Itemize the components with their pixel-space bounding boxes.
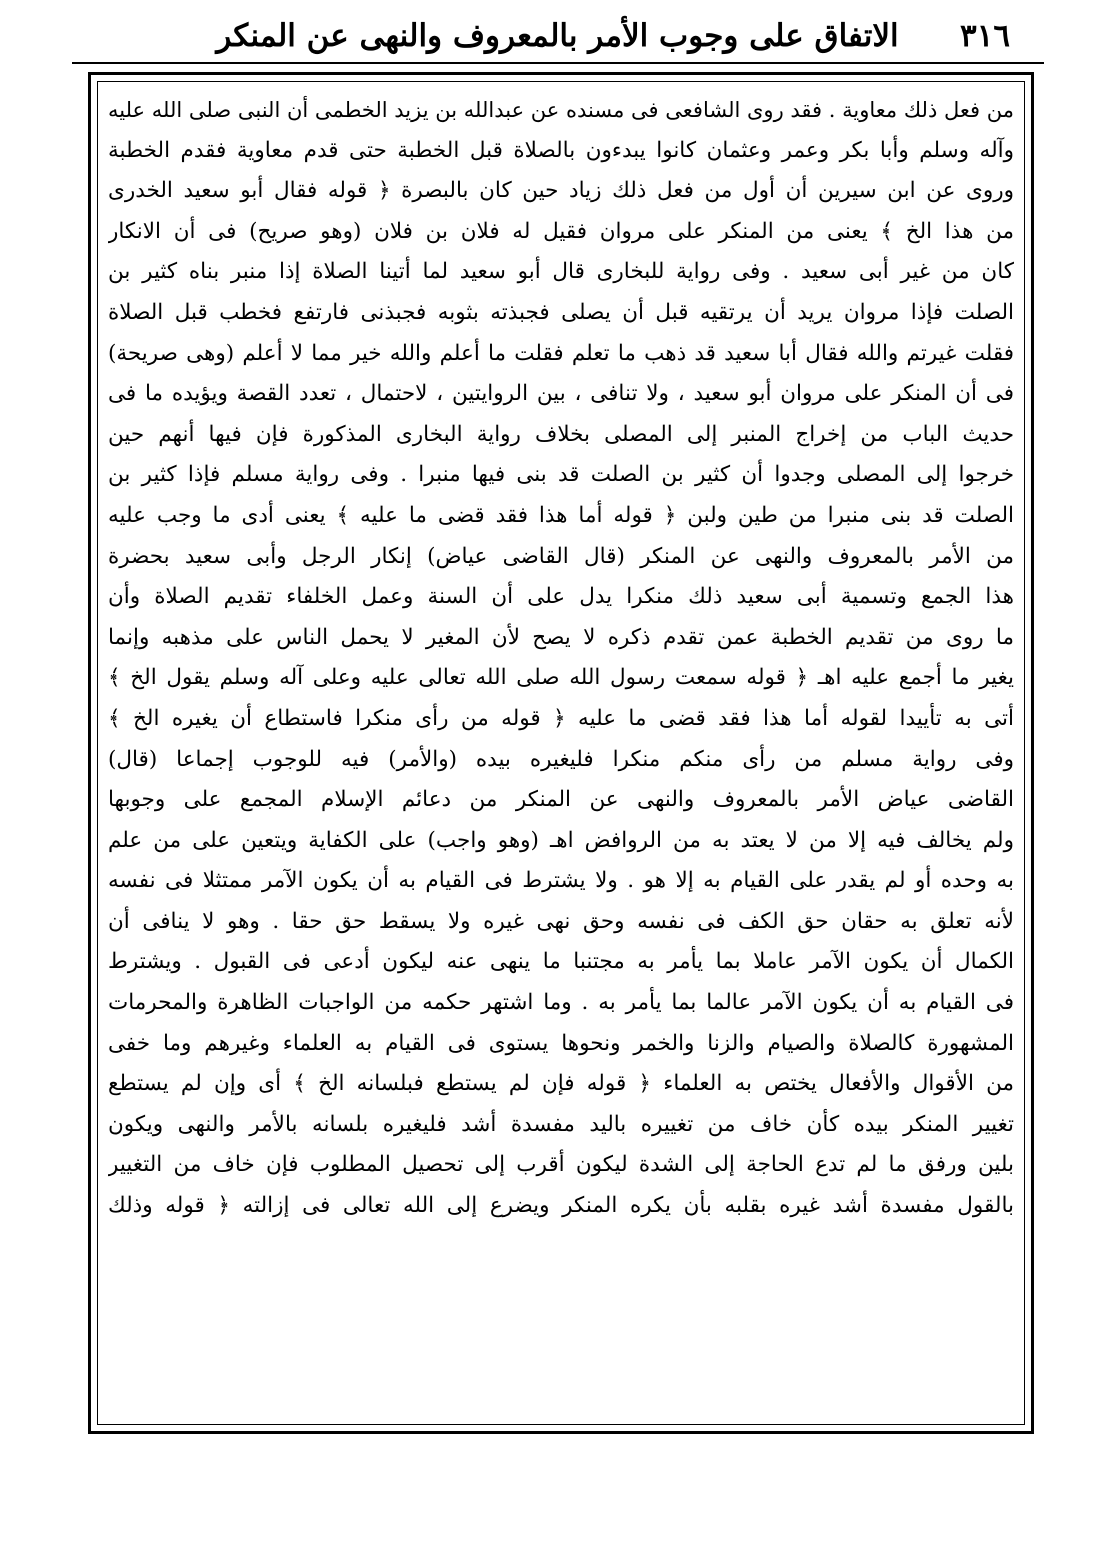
page-title: الاتفاق على وجوب الأمر بالمعروف والنهى عن المنكر xyxy=(216,18,899,54)
text-line: من الأقوال والأفعال يختص به العلماء ﴿ قوله فإن لم يستطع فبلسانه الخ ﴾ أى وإن لم يستطع xyxy=(108,1071,1014,1097)
text-line: تغيير المنكر بيده كأن خاف من تغييره باليد مفسدة أشد فليغيره بلسانه بالأمر والنهى ويكون xyxy=(108,1111,1014,1137)
text-line: وفى رواية مسلم من رأى منكم منكرا فليغيره بيده (والأمر) فيه للوجوب إجماعا (قال) xyxy=(108,746,1014,772)
text-line: بالقول مفسدة أشد غيره بقلبه بأن يكره المنكر ويضرع إلى الله تعالى فى إزالته ﴿ قوله وذلك xyxy=(108,1193,1014,1219)
text-line: أتى به تأييدا لقوله أما هذا فقد قضى ما عليه ﴿ قوله من رأى منكرا فاستطاع أن يغيره الخ ﴾ xyxy=(108,705,1014,731)
text-line: فى أن المنكر على مروان أبو سعيد ، ولا تنافى ، بين الروايتين ، لاحتمال ، تعدد القصة ويؤيده ما فى xyxy=(108,381,1014,407)
text-line: حديث الباب من إخراج المنبر إلى المصلى بخلاف رواية البخارى المذكورة فإن فيها أنهم حين xyxy=(108,421,1014,447)
text-line: من فعل ذلك معاوية . فقد روى الشافعى فى مسنده عن عبدالله بن يزيد الخطمى أن النبى صلى الله عليه xyxy=(108,98,1014,122)
body-text xyxy=(108,90,1014,1410)
text-line: به وحده أو لم يقدر على القيام به إلا هو . ولا يشترط فى القيام به أن يكون الآمر ممتثلا فى نفسه xyxy=(108,868,1014,894)
text-line: فقلت غيرتم والله فقال أبا سعيد قد ذهب ما تعلم فقلت ما أعلم والله خير مما لا أعلم (وهى صريحة) xyxy=(108,340,1014,366)
text-line: بلين ورفق ما لم تدع الحاجة إلى الشدة ليكون أقرب إلى تحصيل المطلوب فإن خاف من التغيير xyxy=(108,1152,1014,1178)
text-line: الصلت فإذا مروان يريد أن يرتقيه قبل أن يصلى فجبذته بثوبه فجبذنى فارتفع فخطب قبل الصلاة xyxy=(108,299,1014,325)
text-line: الكمال أن يكون الآمر عاملا بما يأمر به مجتنبا ما ينهى عنه ليكون أدعى فى القبول . ويشترط xyxy=(108,949,1014,975)
header-rule xyxy=(72,62,1044,64)
text-line: ما روى من تقديم الخطبة عمن تقدم ذكره لا يصح لأن المغير لا يحمل الناس على مذهبه وإنما xyxy=(108,624,1014,650)
page-header xyxy=(95,12,1020,64)
text-line: هذا الجمع وتسمية أبى سعيد ذلك منكرا يدل على أن السنة وعمل الخلفاء تقديم الصلاة وأن xyxy=(108,584,1014,610)
text-line: لأنه تعلق به حقان حق الكف فى نفسه وحق نهى غيره ولا يسقط حق حقا . وهو لا ينافى أن xyxy=(108,908,1014,934)
text-line: من هذا الخ ﴾ يعنى من المنكر على مروان فقيل له فلان بن فلان (وهو صريح) فى أن الانكار xyxy=(108,218,1014,244)
text-line: وروى عن ابن سيرين أن أول من فعل ذلك زياد حين كان بالبصرة ﴿ قوله فقال أبو سعيد الخدرى xyxy=(108,178,1014,204)
text-line: فى القيام به أن يكون الآمر عالما بما يأمر به . وما اشتهر حكمه من الواجبات الظاهرة والمحرمات xyxy=(108,990,1014,1016)
text-line: وآله وسلم وأبا بكر وعمر وعثمان كانوا يبدءون بالصلاة قبل الخطبة حتى قدم معاوية فقدم الخطبة xyxy=(108,137,1014,163)
page-number: ٣١٦ xyxy=(960,18,1010,54)
text-line: ولم يخالف فيه إلا من لا يعتد به من الروافض اهـ (وهو واجب) على الكفاية ويتعين على من علم xyxy=(108,827,1014,853)
text-line: خرجوا إلى المصلى وجدوا أن كثير بن الصلت قد بنى فيها منبرا . وفى رواية مسلم فإذا كثير بن xyxy=(108,462,1014,488)
text-line: كان من غير أبى سعيد . وفى رواية للبخارى قال أبو سعيد لما أتينا الصلاة إذا منبر بناه كثير بن xyxy=(108,259,1014,285)
text-line: القاضى عياض الأمر بالمعروف والنهى عن المنكر من دعائم الإسلام المجمع على وجوبها xyxy=(108,787,1014,813)
text-line: المشهورة كالصلاة والصيام والزنا والخمر ونحوها يستوى فى القيام به العلماء وغيرهم وما خفى xyxy=(108,1030,1014,1056)
text-line: يغير ما أجمع عليه اهـ ﴿ قوله سمعت رسول الله صلى الله تعالى عليه وعلى آله وسلم يقول الخ ﴾ xyxy=(108,665,1014,691)
text-line: الصلت قد بنى منبرا من طين ولبن ﴿ قوله أما هذا فقد قضى ما عليه ﴾ يعنى أدى ما وجب عليه xyxy=(108,502,1014,528)
text-line: من الأمر بالمعروف والنهى عن المنكر (قال القاضى عياض) إنكار الرجل وأبى سعيد بحضرة xyxy=(108,543,1014,569)
